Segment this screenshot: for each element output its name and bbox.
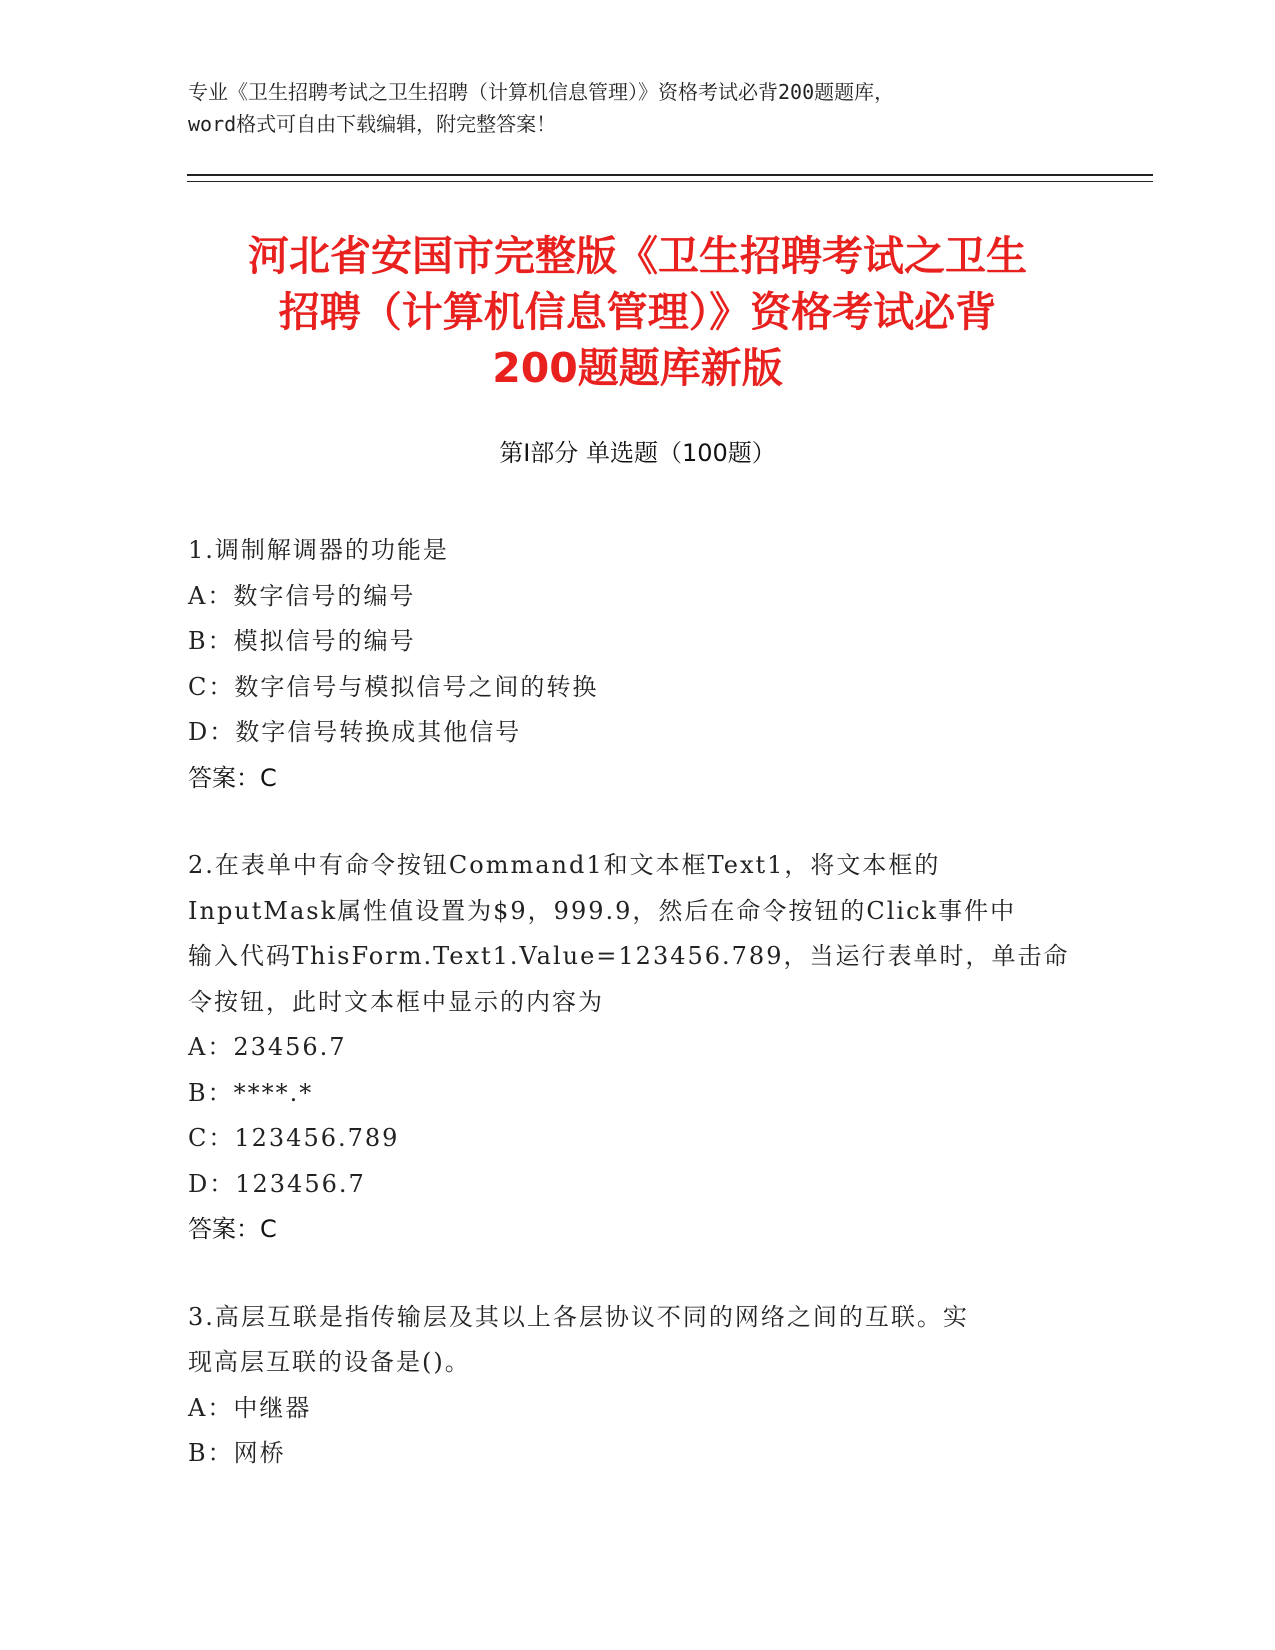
option-b: B：网桥 (188, 1439, 286, 1467)
option-a: A：数字信号的编号 (188, 581, 416, 610)
header-note-line-1: 专业《卫生招聘考试之卫生招聘（计算机信息管理）》资格考试必背200题题库， (188, 80, 895, 104)
answer-line: 答案：C (188, 763, 277, 792)
question-stem: 输入代码ThisForm.Text1.Value=123456.789，当运行表单时，单击命 (188, 942, 1070, 970)
option-a: A：23456.7 (188, 1033, 347, 1061)
question-2 (188, 843, 1088, 1253)
option-b: B：****.* (188, 1078, 314, 1107)
option-c: C：数字信号与模拟信号之间的转换 (188, 672, 599, 701)
option-d: D：数字信号转换成其他信号 (188, 718, 522, 746)
option-d: D：123456.7 (188, 1169, 366, 1198)
title-line-2: 招聘（计算机信息管理）》资格考试必背 (278, 288, 997, 336)
title-line-3: 200题题库新版 (492, 344, 783, 392)
question-stem: InputMask属性值设置为$9，999.9，然后在命令按钮的Click事件中 (188, 896, 1017, 925)
answer-line: 答案：C (188, 1215, 277, 1243)
title-line-1: 河北省安国市完整版《卫生招聘考试之卫生 (248, 232, 1027, 280)
question-stem: 令按钮，此时文本框中显示的内容为 (188, 987, 604, 1016)
header-note (188, 76, 1088, 140)
header-divider-thick (187, 174, 1153, 176)
question-1 (188, 528, 1088, 801)
document-title (140, 228, 1135, 396)
option-a: A：中继器 (188, 1393, 312, 1422)
question-stem: 1.调制解调器的功能是 (188, 536, 449, 564)
option-b: B：模拟信号的编号 (188, 627, 416, 655)
header-divider-thin (187, 181, 1153, 182)
question-stem: 3.高层互联是指传输层及其以上各层协议不同的网络之间的互联。实 (188, 1302, 969, 1331)
question-3 (188, 1295, 1088, 1477)
question-list (188, 528, 1088, 1519)
question-stem: 现高层互联的设备是()。 (188, 1348, 471, 1376)
option-c: C：123456.789 (188, 1124, 400, 1152)
section-heading: 第Ⅰ部分 单选题（100题） (499, 439, 776, 467)
question-stem: 2.在表单中有命令按钮Command1和文本框Text1，将文本框的 (188, 851, 941, 879)
header-note-line-2: word格式可自由下载编辑，附完整答案！ (188, 112, 557, 136)
